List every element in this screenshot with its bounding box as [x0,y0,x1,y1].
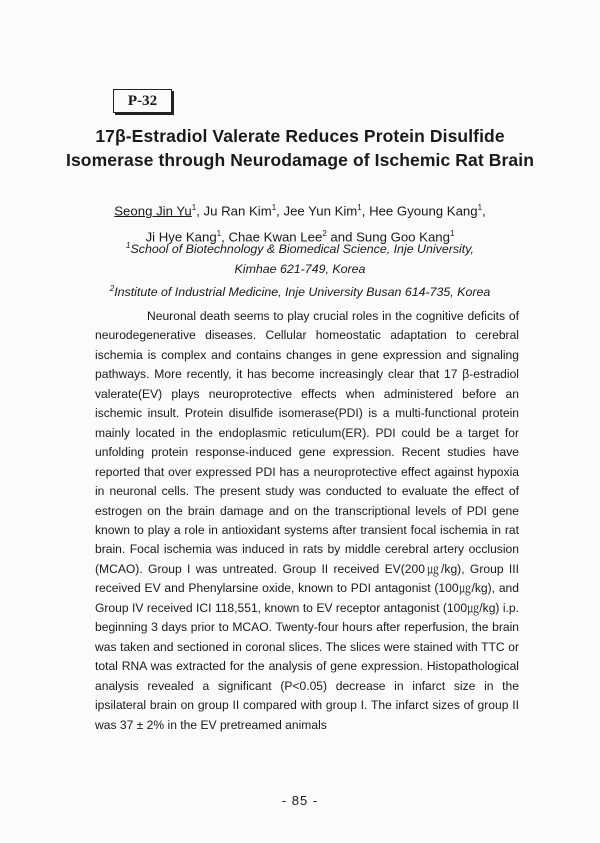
author: Chae Kwan Lee [228,229,323,245]
author-sup: 2 [322,229,327,239]
author-line-1 [40,196,560,222]
affiliation-sup: 1 [126,241,131,250]
abstract-paragraph: Neuronal death seems to play crucial roles in the cognitive deficits of neurodegenerative diseases. Cellular homeostatic adaptation to cerebral ischemia is complex and contains changes in gene expression and signaling pathways. More recently, it has become increasingly clear that 17 β-estradiol valerate(EV) plays neuroprotective effects when administered before an ischemic insult. Protein disulfide isomerase(PDI) is a multi-functional protein mainly located in the endoplasmic reticulum(ER). PDI could be a target for unfolding protein response-induced gene expression. Recent studies have reported that over expressed PDI has a neuroprotective effect against hypoxia in neuronal cells. The present study was conducted to evaluate the effect of estrogen on the brain damage and on the transcriptional levels of PDI gene known to play a role in antioxidant systems after transient focal ischemia in rat brain. Focal ischemia was induced in rats by middle cerebral artery occlusion (MCAO). Group I was untreated. Group II received EV(200㎍/kg), Group III received EV and Phenylarsine oxide, known to PDI antagonist (100㎍/kg), and Group IV received ICI 118,551, known to EV receptor antagonist (100㎍/kg) i.p. beginning 3 days prior to MCAO. Twenty-four hours after reperfusion, the brain was taken and sectioned in coronal slices. The slices were stained with TTC or total RNA was extracted for the analysis of gene expression. Histopathological analysis revealed a significant (P<0.05) decrease in infarct size in the ipsilateral brain on group II compared with group I. The infarct sizes of group II was 37 ± 2% in the EV pretreamed animals [95,309,519,732]
affiliation-text: School of Biotechnology & Biomedical Science, Inje University, [130,242,474,257]
affiliation-2 [40,279,560,303]
author: Ju Ran Kim [203,203,272,219]
author: Hee Gyoung Kang [369,203,478,219]
page-number: - 85 - [281,793,319,808]
author: Ji Hye Kang [145,229,217,245]
author-sup: 1 [449,229,455,239]
poster-number-label [113,89,172,113]
abstract-body [95,307,519,735]
affiliations [40,236,560,303]
author-sup: 1 [191,203,197,212]
author-separator: , [221,229,229,245]
affiliation-sup: 2 [109,284,115,294]
author: Sung Goo Kang [356,229,450,245]
abstract-title [40,124,560,172]
author-sup: 1 [216,229,222,239]
poster-number-text: P-32 [127,92,158,109]
author-sup: 1 [271,203,277,212]
author-separator: , [276,203,284,219]
author-separator: , [482,203,486,219]
title-line-2: Isomerase through Neurodamage of Ischemic Rat Brain [66,150,534,170]
affiliation-text: Institute of Industrial Medicine, Inje University Busan 614-735, Korea [114,285,491,300]
author-separator-and: and [326,229,357,245]
author-presenter: Seong Jin Yu [114,203,192,219]
author-sup: 1 [357,203,362,212]
title-line-1: 17β-Estradiol Valerate Reduces Protein Disulfide [95,126,505,146]
author-sup: 1 [477,203,483,212]
affiliation-1-line-1 [40,236,560,260]
affiliation-1-line-2: Kimhae 621-749, Korea [234,261,366,276]
author-separator: , [361,203,370,219]
author: Jee Yun Kim [283,203,358,219]
author-separator: , [196,203,204,219]
